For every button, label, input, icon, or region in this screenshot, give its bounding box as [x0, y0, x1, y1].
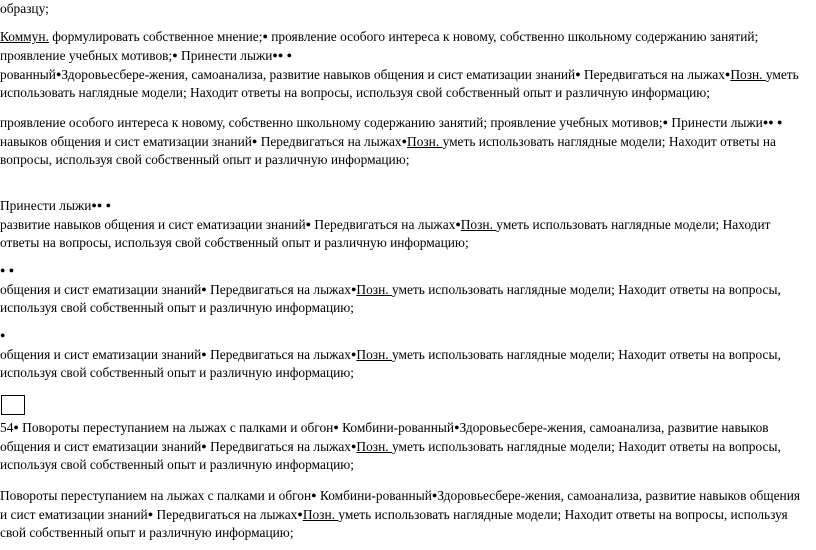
bullet-icon: ●: [277, 50, 284, 60]
bullet-icon: ●: [311, 490, 317, 500]
bullet-icon: ●: [662, 117, 669, 127]
bullet-icon: ●: [401, 136, 408, 146]
bullet-icon: ●: [0, 265, 6, 275]
bullet-icon: ●: [172, 50, 178, 60]
pozn-label: Позн.: [730, 67, 766, 82]
bullet-icon: ●: [350, 284, 357, 294]
bullet-icon: ●: [96, 200, 103, 210]
pozn-label: Позн.: [356, 347, 392, 362]
bullet-icon: ●: [286, 50, 293, 60]
bullet-icon: ●: [762, 117, 769, 127]
table-cell-border: [1, 395, 25, 415]
pozn-label: Позн.: [460, 217, 497, 232]
bullet-icon: ●: [8, 265, 15, 275]
bullet-icon: ●: [305, 219, 312, 229]
bullet-icon: ●: [724, 69, 731, 79]
bullet-icon: ●: [262, 31, 268, 41]
bullet-icon: ●: [454, 422, 460, 432]
bullet-icon: ●: [251, 136, 258, 146]
pozn-label: Позн.: [302, 507, 339, 522]
bullet-icon: ●: [431, 490, 438, 500]
paragraph-6: 54● Повороты переступанием на лыжах с палками и обгон● Комбини-рованный●Здоровьесбере-жения, самоанализа, развитие навыков общения и сист ематизации знаний● Передвигаться на лыжах●Позн. уметь использовать наглядные модели; Находит ответы на вопросы, используя свой собственный опыт и различную информацию;: [0, 420, 781, 472]
bullet-icon: ●: [105, 200, 112, 210]
bullet-icon: ●: [297, 509, 303, 519]
paragraph-5: ● общения и сист ематизации знаний● Передвигаться на лыжах●Позн. уметь использовать наглядные модели; Находит ответы на вопросы, используя свой собственный опыт и различную информацию;: [0, 330, 781, 380]
paragraph-1: Коммун. формулировать собственное мнение;● проявление особого интереса к новому, собственно школьному содержанию занятий; проявление учебных мотивов;● Принести лыжи●● ● рованный●Здоровьесбере-жения, самоанализа, развитие навыков общения и сист ематизации знаний● Передвигаться на лыжах●Позн. уметь использовать наглядные модели; Находит ответы на вопросы, используя свой собственный опыт и различную информацию;: [0, 29, 799, 100]
bullet-icon: ●: [777, 117, 783, 127]
paragraph-7: Повороты переступанием на лыжах с палками и обгон● Комбини-рованный●Здоровьесбере-жения, самоанализа, развитие навыков общения и сист ематизации знаний● Передвигаться на лыжах●Позн. уметь использовать наглядные модели; Находит ответы на вопросы, используя свой собственный опыт и различную информацию;: [0, 488, 801, 540]
bullet-icon: ●: [350, 349, 357, 359]
bullet-icon: ●: [350, 441, 357, 451]
bullet-icon: ●: [272, 50, 278, 60]
paragraph-4: ● ● общения и сист ематизации знаний● Передвигаться на лыжах●Позн. уметь использовать наглядные модели; Находит ответы на вопросы, используя свой собственный опыт и различную информацию;: [0, 265, 781, 315]
kommun-label: Коммун.: [0, 29, 49, 44]
pozn-label: Позн.: [407, 134, 443, 149]
paragraph-2: проявление особого интереса к новому, собственно школьному содержанию занятий; проявление учебных мотивов;● Принести лыжи●● ● навыков общения и сист ематизации знаний● Передвигаться на лыжах●Позн. уметь использовать наглядные модели; Находит ответы на вопросы, используя свой собственный опыт и различную информацию;: [0, 115, 783, 167]
bullet-icon: ●: [55, 69, 62, 79]
bullet-icon: ●: [201, 349, 207, 359]
bullet-icon: ●: [455, 219, 461, 229]
bullet-icon: ●: [333, 422, 339, 432]
bullet-icon: ●: [575, 69, 581, 79]
pozn-label: Позн.: [356, 439, 392, 454]
paragraph-3: Принести лыжи●● ● развитие навыков общения и сист ематизации знаний● Передвигаться на лыжах●Позн. уметь использовать наглядные модели; Находит ответы на вопросы, используя свой собственный опыт и различную информацию;: [0, 198, 771, 250]
pozn-label: Позн.: [356, 282, 392, 297]
bullet-icon: ●: [201, 284, 207, 294]
bullet-icon: ●: [768, 117, 774, 127]
bullet-icon: ●: [91, 200, 97, 210]
bullet-icon: ●: [0, 330, 6, 340]
line-top: образцу;: [0, 1, 49, 16]
bullet-icon: ●: [147, 509, 154, 519]
bullet-icon: ●: [201, 441, 207, 451]
bullet-icon: ●: [13, 422, 19, 432]
lesson-number: 54: [0, 420, 14, 435]
